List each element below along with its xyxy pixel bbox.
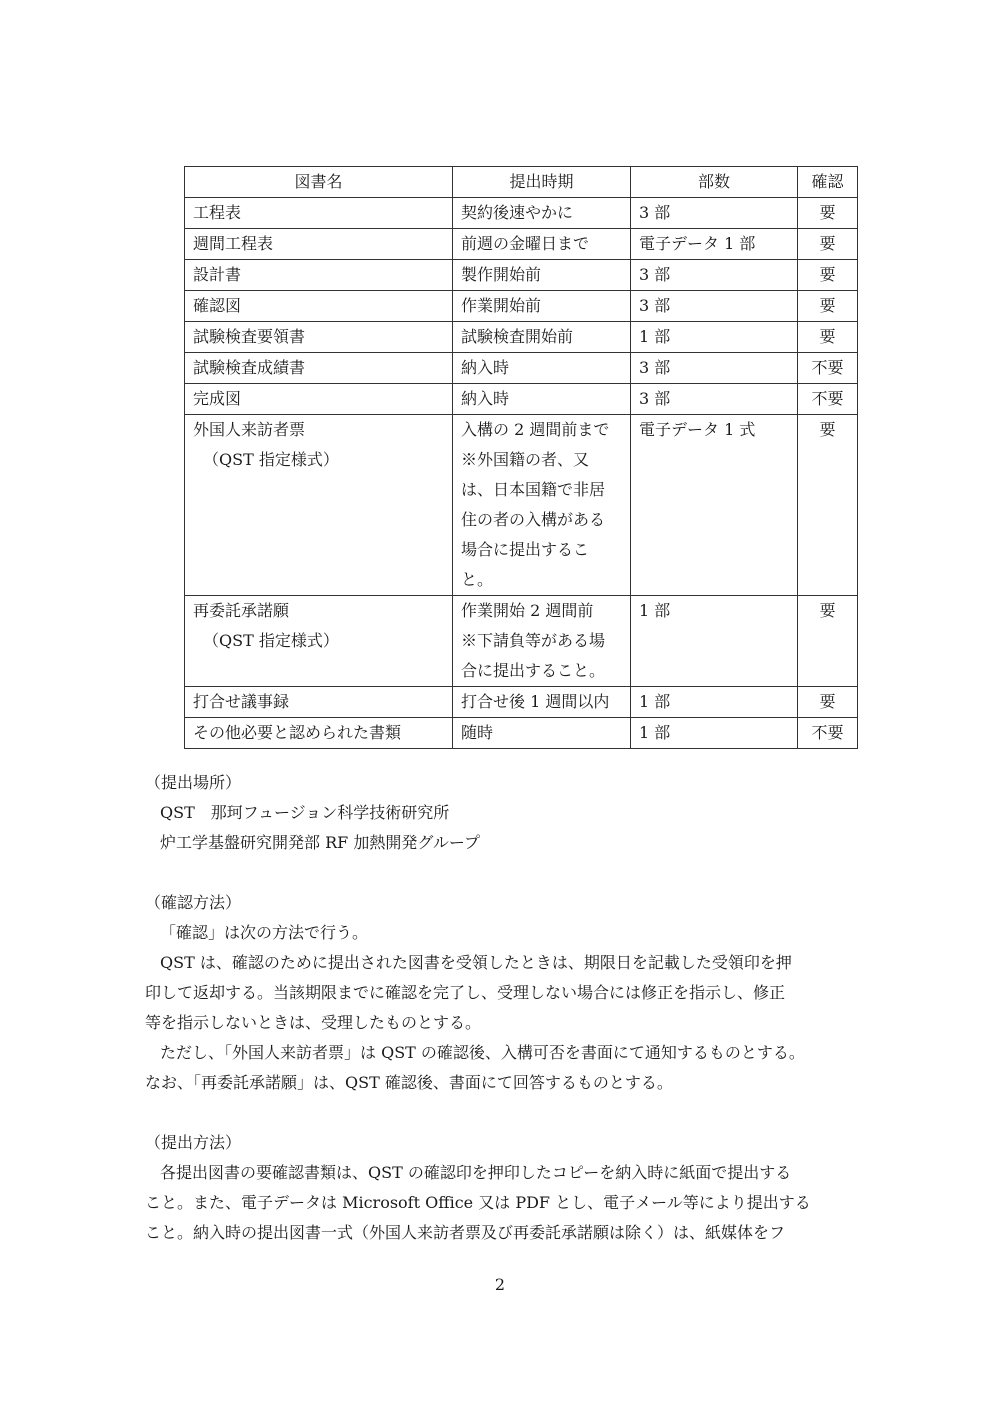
cell-text: 1 部	[639, 723, 671, 742]
cell-text: 製作開始前	[461, 265, 542, 284]
cell-copies	[631, 353, 798, 384]
cell-text: ※下請負等がある場	[461, 631, 606, 650]
cell-confirmation: 要	[798, 291, 858, 322]
cell-text: 契約後速やかに	[461, 203, 574, 222]
paragraph-line: 各提出図書の要確認書類は、QST の確認印を押印したコピーを納入時に紙面で提出する	[160, 1163, 792, 1182]
cell-text: 完成図	[193, 389, 242, 408]
header-submission-timing: 提出時期	[453, 167, 631, 198]
cell-confirmation: 不要	[798, 353, 858, 384]
paragraph-line: なお、「再委託承諾願」は、QST 確認後、書面にて回答するものとする。	[145, 1073, 673, 1092]
cell-document-name	[185, 229, 453, 260]
submission-place-line: 炉工学基盤研究開発部 RF 加熱開発グループ	[160, 833, 481, 852]
submission-place-line: QST 那珂フュージョン科学技術研究所	[160, 803, 450, 822]
cell-text: 3 部	[639, 265, 671, 284]
cell-copies	[631, 291, 798, 322]
table-row	[185, 229, 858, 260]
cell-text: 納入時	[461, 389, 510, 408]
cell-text: （QST 指定様式）	[203, 450, 339, 469]
table-row	[185, 384, 858, 415]
cell-text: 1 部	[639, 692, 671, 711]
cell-confirmation: 要	[798, 198, 858, 229]
submission-place-section	[145, 768, 865, 858]
cell-submission-timing	[453, 718, 631, 749]
cell-confirmation: 要	[798, 596, 858, 687]
page-number: 2	[494, 1275, 506, 1294]
table-row	[185, 687, 858, 718]
cell-confirmation: 要	[798, 687, 858, 718]
cell-text: 試験検査開始前	[461, 327, 574, 346]
cell-document-name	[185, 415, 453, 596]
cell-copies	[631, 322, 798, 353]
table-row	[185, 322, 858, 353]
cell-copies	[631, 384, 798, 415]
confirmation-method-section	[145, 888, 865, 1098]
section-heading: （提出場所）	[145, 773, 242, 792]
cell-confirmation: 要	[798, 322, 858, 353]
cell-copies	[631, 415, 798, 596]
cell-document-name	[185, 384, 453, 415]
cell-confirmation: 不要	[798, 718, 858, 749]
cell-copies	[631, 198, 798, 229]
cell-text: 3 部	[639, 203, 671, 222]
cell-document-name	[185, 260, 453, 291]
cell-text: 外国人来訪者票	[193, 420, 306, 439]
cell-document-name	[185, 198, 453, 229]
header-document-name: 図書名	[185, 167, 453, 198]
header-confirmation: 確認	[798, 167, 858, 198]
cell-text: 再委託承諾願	[193, 601, 290, 620]
cell-text: 合に提出すること。	[461, 661, 606, 680]
cell-text: 試験検査要領書	[193, 327, 306, 346]
table-row	[185, 353, 858, 384]
cell-text: 3 部	[639, 296, 671, 315]
cell-text: 電子データ 1 式	[639, 420, 756, 439]
cell-text: その他必要と認められた書類	[193, 723, 402, 742]
cell-submission-timing	[453, 687, 631, 718]
cell-confirmation: 要	[798, 415, 858, 596]
cell-submission-timing	[453, 260, 631, 291]
cell-document-name	[185, 718, 453, 749]
cell-document-name	[185, 322, 453, 353]
cell-text: 1 部	[639, 327, 671, 346]
cell-confirmation: 要	[798, 229, 858, 260]
cell-text: 作業開始前	[461, 296, 542, 315]
cell-text: 打合せ議事録	[193, 692, 290, 711]
cell-submission-timing	[453, 353, 631, 384]
table-header-row	[185, 167, 858, 198]
paragraph-line: こと。納入時の提出図書一式（外国人来訪者票及び再委託承諾願は除く）は、紙媒体をフ	[145, 1223, 786, 1242]
table-body	[185, 198, 858, 749]
cell-text: 3 部	[639, 358, 671, 377]
cell-submission-timing	[453, 291, 631, 322]
cell-document-name	[185, 687, 453, 718]
cell-text: 打合せ後 1 週間以内	[461, 692, 610, 711]
cell-confirmation: 要	[798, 260, 858, 291]
cell-copies	[631, 687, 798, 718]
cell-text: と。	[461, 570, 494, 589]
paragraph-line: 印して返却する。当該期限までに確認を完了し、受理しない場合には修正を指示し、修正	[145, 983, 786, 1002]
cell-text: 随時	[461, 723, 494, 742]
paragraph-line: ただし、「外国人来訪者票」は QST の確認後、入構可否を書面にて通知するものとする。	[160, 1043, 805, 1062]
table-row	[185, 718, 858, 749]
submission-method-section	[145, 1128, 865, 1248]
cell-copies	[631, 718, 798, 749]
paragraph-line: QST は、確認のために提出された図書を受領したときは、期限日を記載した受領印を押	[160, 953, 792, 972]
paragraph-line: 等を指示しないときは、受理したものとする。	[145, 1013, 482, 1032]
cell-text: 週間工程表	[193, 234, 274, 253]
cell-submission-timing	[453, 384, 631, 415]
cell-submission-timing	[453, 198, 631, 229]
cell-submission-timing	[453, 415, 631, 596]
paragraph-line: こと。また、電子データは Microsoft Office 又は PDF とし、電子メール等により提出する	[145, 1193, 811, 1212]
cell-confirmation: 不要	[798, 384, 858, 415]
cell-text: 入構の 2 週間前まで	[461, 420, 610, 439]
cell-document-name	[185, 291, 453, 322]
cell-text: 納入時	[461, 358, 510, 377]
header-copies: 部数	[631, 167, 798, 198]
cell-copies	[631, 596, 798, 687]
table-row	[185, 198, 858, 229]
table-row	[185, 291, 858, 322]
cell-text: 試験検査成績書	[193, 358, 306, 377]
cell-text: 住の者の入構がある	[461, 510, 606, 529]
cell-submission-timing	[453, 229, 631, 260]
cell-submission-timing	[453, 596, 631, 687]
cell-text: （QST 指定様式）	[203, 631, 339, 650]
cell-text: 工程表	[193, 203, 242, 222]
cell-text: 3 部	[639, 389, 671, 408]
cell-text: 場合に提出するこ	[461, 540, 590, 559]
cell-text: 前週の金曜日まで	[461, 234, 590, 253]
table-row	[185, 596, 858, 687]
cell-text: 設計書	[193, 265, 242, 284]
cell-text: 電子データ 1 部	[639, 234, 756, 253]
cell-submission-timing	[453, 322, 631, 353]
cell-copies	[631, 229, 798, 260]
cell-document-name	[185, 596, 453, 687]
cell-text: ※外国籍の者、又	[461, 450, 590, 469]
section-heading: （確認方法）	[145, 893, 242, 912]
table-row	[185, 260, 858, 291]
cell-text: 作業開始 2 週間前	[461, 601, 594, 620]
table-row	[185, 415, 858, 596]
cell-text: は、日本国籍で非居	[461, 480, 606, 499]
cell-copies	[631, 260, 798, 291]
document-table	[184, 166, 858, 749]
cell-document-name	[185, 353, 453, 384]
paragraph-line: 「確認」は次の方法で行う。	[160, 923, 369, 942]
section-heading: （提出方法）	[145, 1133, 242, 1152]
cell-text: 1 部	[639, 601, 671, 620]
cell-text: 確認図	[193, 296, 242, 315]
